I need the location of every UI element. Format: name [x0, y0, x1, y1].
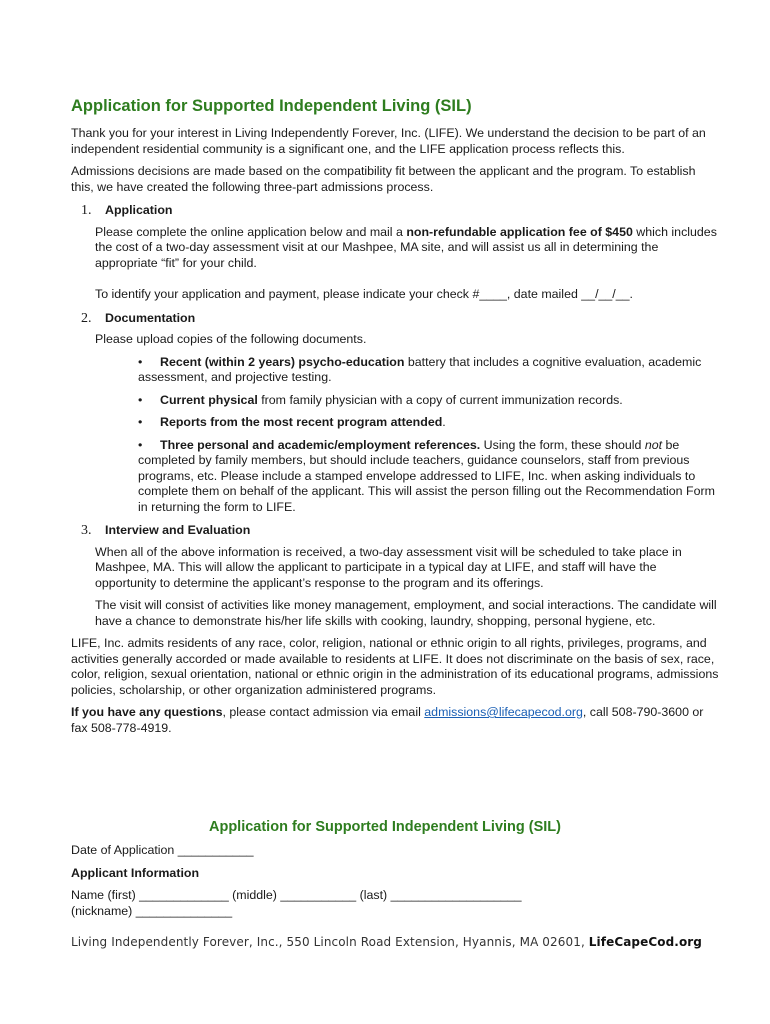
section-title: Interview and Evaluation [105, 523, 251, 537]
application-form [71, 843, 721, 926]
item-lead: Current physical [160, 392, 258, 407]
fee-text: Please complete the online application below and mail a [95, 224, 407, 239]
list-item [138, 415, 721, 431]
contact-paragraph [71, 705, 721, 736]
bullet-icon: • [138, 354, 143, 369]
section-heading-application [81, 203, 721, 219]
item-text-rest: be completed by family members, but should include teachers, guidance counselors, staff from previous programs, etc. Please include a stamped envelope addressed to LIFE, Inc. when asking individuals to complete them on behalf of the applicant. This will assist the person filling out the Recommendation Form in returning the form to LIFE. [138, 437, 715, 514]
footer-website: LifeCapeCod.org [588, 935, 702, 949]
item-text: . [442, 415, 446, 429]
nondiscrimination-statement: LIFE, Inc. admits residents of any race, color, religion, national or ethnic origin to all rights, privileges, programs, and activities generally accorded or made available to residents at LIFE. It does not discriminate on the basis of sex, race, color, religion, sexual orientation, national or ethnic origin in the administration of its educational programs, admissions policies, scholarship, or other organization administered programs. [71, 636, 719, 697]
list-item [138, 393, 721, 409]
contact-text: , please contact admission via email [222, 705, 425, 719]
name-fields[interactable]: Name (first) _____________ (middle) ___________ (last) ___________________ [71, 888, 522, 902]
form-title: Application for Supported Independent Living (SIL) [208, 819, 561, 835]
intro-paragraph: Admissions decisions are made based on the compatibility fit between the applicant and the program. To establish this, we have created the following three-part admissions process. [71, 164, 696, 194]
bullet-icon: • [138, 437, 143, 452]
fee-paragraph [95, 225, 721, 272]
page-footer [71, 935, 702, 949]
applicant-info-heading: Applicant Information [71, 865, 200, 880]
contact-phone-fax: , call 508-790-3600 or fax 508-778-4919. [71, 705, 704, 735]
item-emphasis: not [644, 437, 663, 452]
section-heading-documentation [81, 311, 721, 327]
bullet-icon: • [138, 392, 143, 407]
documentation-lead: Please upload copies of the following documents. [95, 332, 367, 346]
date-of-application-field[interactable]: Date of Application ___________ [71, 843, 254, 857]
email-link[interactable]: admissions@lifecapecod.org [424, 705, 583, 719]
intro-paragraph: Thank you for your interest in Living Independently Forever, Inc. (LIFE). We understand the decision to be part of an independent residential community is a significant one, and the LIFE application process reflects this. [71, 126, 706, 156]
section-title: Documentation [105, 310, 196, 325]
interview-paragraph: When all of the above information is received, a two-day assessment visit will be scheduled to take place in Mashpee, MA. This will allow the applicant to participate in a typical day at LIFE, and staff will have the opportunity to determine the applicant’s response to the program and its offerings. [95, 544, 682, 590]
list-item [138, 355, 721, 386]
item-lead: Three personal and academic/employment references. [160, 437, 481, 452]
section-number: 2. [81, 310, 92, 326]
visit-paragraph: The visit will consist of activities like money management, employment, and social interactions. The candidate will have a chance to demonstrate his/her life skills with cooking, laundry, shopping, personal hygiene, etc. [95, 598, 717, 628]
bullet-icon: • [138, 415, 143, 429]
item-text: battery that includes a cognitive evaluation, academic assessment, and projective testing. [138, 354, 702, 384]
fee-amount: non-refundable application fee of $450 [406, 224, 633, 239]
document-list [138, 355, 721, 516]
section-number: 1. [81, 203, 92, 218]
fee-text-rest: which includes the cost of a two-day assessment visit at our Mashpee, MA site, and will assist us all in determining the appropriate “fit” for your child. [95, 224, 717, 270]
payment-instructions: To identify your application and payment, please indicate your check #____, date mailed __/__/__. [95, 287, 633, 301]
item-text: Using the form, these should [480, 437, 645, 452]
item-lead: Reports from the most recent program attended [160, 415, 443, 429]
nickname-field[interactable]: (nickname) ______________ [71, 903, 233, 918]
item-lead: Recent (within 2 years) psycho-education [160, 354, 405, 369]
section-heading-interview [81, 523, 721, 539]
contact-lead: If you have any questions [71, 705, 223, 719]
section-title: Application [105, 203, 173, 217]
list-item [138, 438, 721, 516]
page-title: Application for Supported Independent Living (SIL) [71, 97, 472, 115]
section-number: 3. [81, 523, 92, 538]
item-text: from family physician with a copy of current immunization records. [257, 392, 623, 407]
footer-address: Living Independently Forever, Inc., 550 Lincoln Road Extension, Hyannis, MA 02601, [71, 935, 589, 949]
document-body [71, 96, 721, 743]
